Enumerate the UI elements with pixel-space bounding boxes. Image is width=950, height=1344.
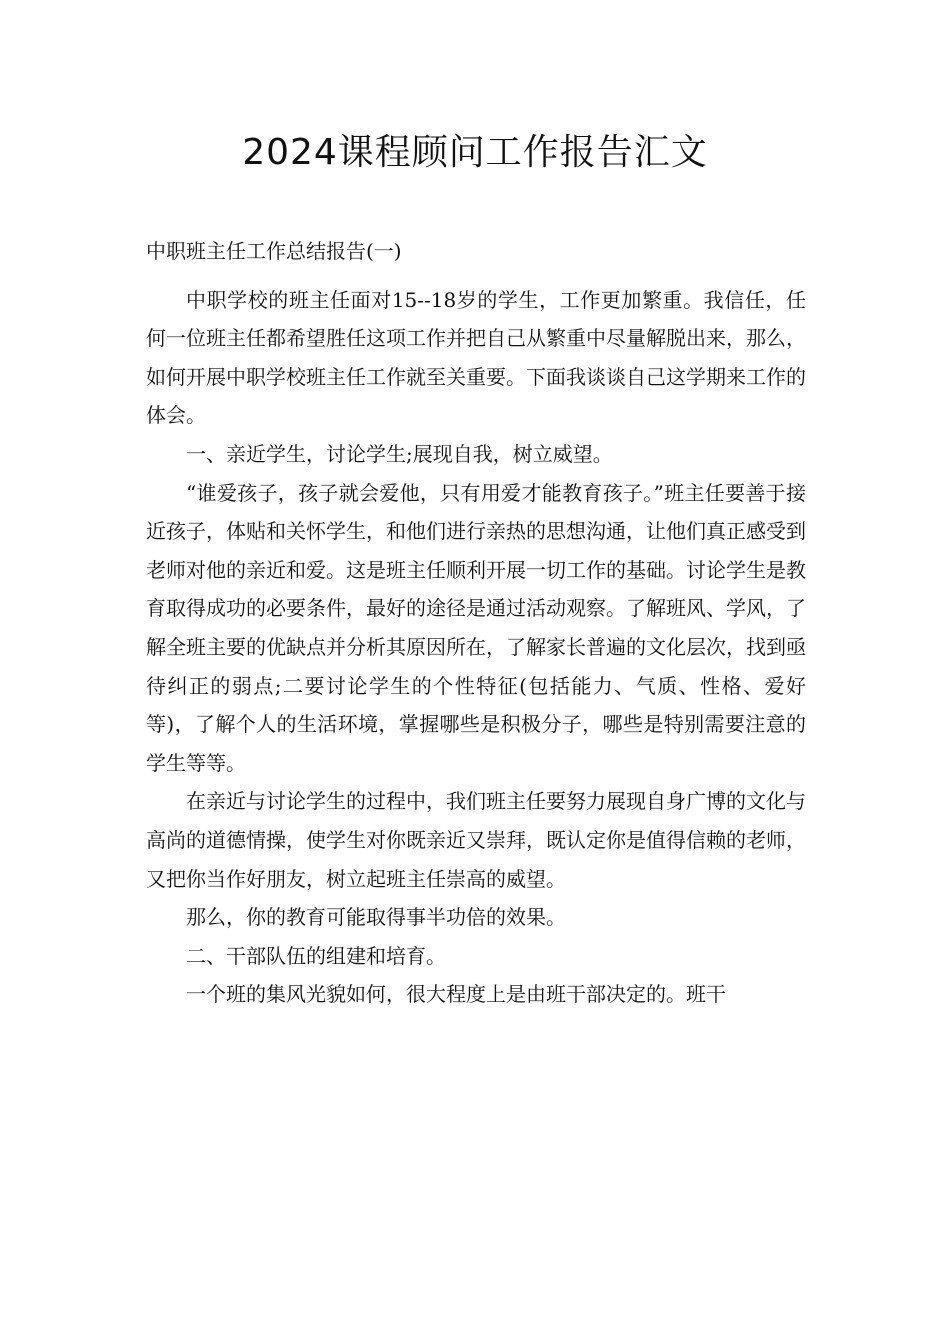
section-heading: 中职班主任工作总结报告(一): [146, 239, 402, 263]
paragraph: “谁爱孩子，孩子就会爱他，只有用爱才能教育孩子。”班主任要善于接近孩子，体贴和关怀学生，和他们进行亲热的思想沟通，让他们真正感受到老师对他的亲近和爱。这是班主任顺利开展一切工作的基础。讨论学生是教育取得成功的必要条件，最好的途径是通过活动观察。了解班风、学风，了解全班主要的优缺点并分析其原因所在，了解家长普遍的文化层次，找到亟待纠正的弱点;二要讨论学生的个性特征(包括能力、气质、性格、爱好等)，了解个人的生活环境，掌握哪些是积极分子，哪些是特别需要注意的学生等等。: [146, 480, 806, 775]
document-body: [146, 232, 806, 1014]
section-heading: 一、亲近学生，讨论学生;展现自我，树立威望。: [186, 441, 613, 466]
paragraph: 在亲近与讨论学生的过程中，我们班主任要努力展现自身广博的文化与高尚的道德情操，使学生对你既亲近又崇拜，既认定你是值得信赖的老师，又把你当作好朋友，树立起班主任崇高的威望。: [146, 789, 806, 891]
section-heading: 二、干部队伍的组建和培育。: [186, 943, 446, 968]
paragraph: 中职学校的班主任面对15--18岁的学生，工作更加繁重。我信任，任何一位班主任都希望胜任这项工作并把自己从繁重中尽量解脱出来，那么，如何开展中职学校班主任工作就至关重要。下面我谈谈自己这学期来工作的体会。: [146, 287, 806, 428]
document-title: 2024课程顾问工作报告汇文: [242, 132, 708, 173]
paragraph: 一个班的集风光貌如何，很大程度上是由班干部决定的。班干: [186, 982, 726, 1007]
paragraph: 那么，你的教育可能取得事半功倍的效果。: [186, 905, 566, 930]
